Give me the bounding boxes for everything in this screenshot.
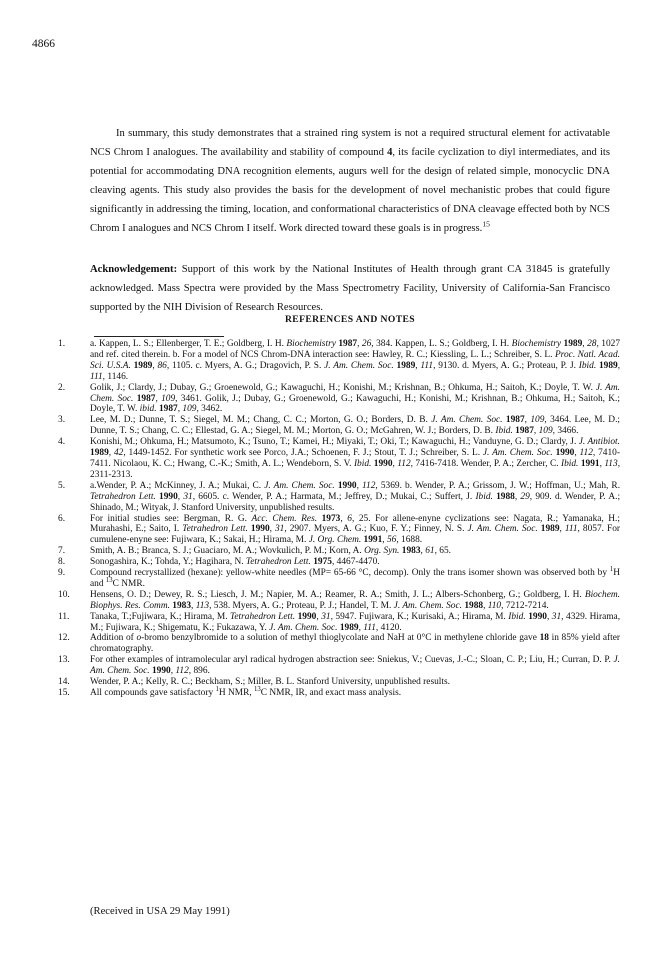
reference-item bbox=[58, 612, 620, 634]
reference-number: 1. bbox=[58, 339, 66, 349]
reference-number: 8. bbox=[58, 557, 66, 568]
reference-number: 3. bbox=[58, 415, 66, 426]
reference-number: 2. bbox=[58, 382, 66, 393]
reference-text: a. Kappen, L. S.; Ellenberger, T. E.; Goldberg, I. H. Biochemistry 1987, 26, 384. Kappen, L. S.; Goldberg, I. H. Biochemistry 1989, 28, 1027 and ref. cited therein. b. For a model of NCS Chrom-DNA interaction see: Hawley, R. C.; Kiessling, L. L.; Schreiber, S. L. Proc. Natl. Acad. Sci. U.S.A. 1989, 86, 1105. c. Myers, A. G.; Dragovich, P. S. J. Am. Chem. Soc. 1989, 111, 9130. d. Myers, A. G.; Proteau, P. J. Ibid. 1989, 111, 1146. bbox=[90, 339, 621, 382]
reference-text: Sonogashira, K.; Tohda, Y.; Hagihara, N. Tetrahedron Lett. 1975, 4467-4470. bbox=[90, 557, 380, 568]
reference-number: 14. bbox=[58, 677, 70, 688]
references-list bbox=[58, 339, 620, 699]
reference-number: 4. bbox=[58, 437, 66, 448]
reference-text: Hensens, O. D.; Dewey, R. S.; Liesch, J. M.; Napier, M. A.; Reamer, R. A.; Smith, J. L.; Albers-Schonberg, G.; Goldberg, I. H. Biochem. Biophys. Res. Comm. 1983, 113, 538. Myers, A. G.; Proteau, P. J.; Handel, T. M. J. Am. Chem. Soc. 1988, 110, 7212-7214. bbox=[90, 589, 620, 611]
reference-item bbox=[58, 633, 620, 655]
reference-number: 6. bbox=[58, 513, 66, 524]
page-number: 4866 bbox=[32, 38, 55, 50]
summary-paragraph: In summary, this study demonstrates that a strained ring system is not a required structural element for activatable NCS Chrom I analogues. The availability and stability of compound 4, its facile cyclization to diyl intermediates, and its potential for accommodating DNA recognition elements, augurs well for the design of related simple, monocyclic DNA cleaving agents. This study also provides the basis for the development of novel mechanistic probes that could figure significantly in addressing the timing, location, and conformational characteristics of DNA cleavage effected both by NCS Chrom I analogues and NCS Chrom I itself. Work directed toward these goals is in progress.$^{15}$ bbox=[90, 128, 610, 234]
reference-item bbox=[58, 590, 620, 612]
acknowledgement-paragraph bbox=[90, 260, 610, 317]
reference-item bbox=[58, 339, 620, 383]
reference-item bbox=[58, 415, 620, 437]
reference-text: All compounds gave satisfactory $^1$H NMR, $^{13}$C NMR, IR, and exact mass analysis. bbox=[90, 685, 402, 698]
reference-item bbox=[58, 557, 620, 568]
reference-text: Compound recrystallized (hexane): yellow-white needles (MP= 65-66 °C, decomp). Only the trans isomer shown was observed both by $^1$H and $^{13}$C NMR. bbox=[90, 565, 620, 589]
acknowledgement-text: Support of this work by the National Institutes of Health through grant CA 31845 is gratefully acknowledged. Mass Spectra were provided by the Mass Spectrometry Facility, University of California-San Francisco supported by the NIH Division of Research Resources. bbox=[90, 264, 610, 313]
references-divider bbox=[94, 336, 224, 337]
reference-item bbox=[58, 481, 620, 514]
reference-item bbox=[58, 514, 620, 547]
reference-text: Wender, P. A.; Kelly, R. C.; Beckham, S.; Miller, B. L. Stanford University, unpublished results. bbox=[90, 677, 451, 688]
reference-text: Lee, M. D.; Dunne, T. S.; Siegel, M. M.; Chang, C. C.; Morton, G. O.; Borders, D. B. J. Am. Chem. Soc. 1987, 109, 3464. Lee, M. D.; Dunne, T. S.; Chang, C. C.; Ellestad, G. A.; Siegel, M. M.; Morton, G. O.; McGahren, W. J.; Borders, D. B. Ibid. 1987, 109, 3466. bbox=[90, 415, 621, 437]
reference-number: 9. bbox=[58, 568, 66, 579]
reference-number: 15. bbox=[58, 688, 70, 698]
reference-item bbox=[58, 565, 620, 590]
reference-text: For other examples of intramolecular aryl radical hydrogen abstraction see: Sniekus, V.; Cuevas, J.-C.; Sloan, C. P.; Liu, H.; Curran, D. P. J. Am. Chem. Soc. 1990, 112, 896. bbox=[90, 655, 620, 677]
reference-number: 5. bbox=[58, 480, 66, 491]
reference-number: 11. bbox=[58, 611, 70, 622]
reference-item bbox=[58, 383, 620, 416]
reference-item bbox=[58, 437, 620, 481]
reference-text: For initial studies see: Bergman, R. G. Acc. Chem. Res. 1973, 6, 25. For allene-enyne cyclizations see: Nagata, R.; Yamanaka, H.; Murahashi, E.; Saito, I. Tetrahedron Lett. 1990, 31, 2907. Myers, A. G.; Kuo, F. Y.; Finney, N. S. J. Am. Chem. Soc. 1989, 111, 8057. For cumulene-enyne see: Fujiwara, K.; Sakai, H.; Hirama, M. J. Org. Chem. 1991, 56, 1688. bbox=[90, 513, 621, 546]
reference-item bbox=[58, 546, 620, 557]
reference-number: 7. bbox=[58, 546, 66, 557]
reference-text: Smith, A. B.; Branca, S. J.; Guaciaro, M. A.; Wovkulich, P. M.; Korn, A. Org. Syn. 1983, 61, 65. bbox=[90, 546, 451, 557]
reference-text: a.Wender, P. A.; McKinney, J. A.; Mukai, C. J. Am. Chem. Soc. 1990, 112, 5369. b. Wender, P. A.; Grissom, J. W.; Hoffman, U.; Mah, R. Tetrahedron Lett. 1990, 31, 6605. c. Wender, P. A.; Harmata, M.; Jeffrey, D.; Mukai, C.; Suffert, J. Ibid. 1988, 29, 909. d. Wender, P. A.; Shinado, M.; Wityak, J. Stanford University, unpublished results. bbox=[90, 480, 621, 513]
reference-text: Addition of o-bromo benzylbromide to a solution of methyl thioglycolate and NaH at 0°C in methylene chloride gave 18 in 85% yield after chromatography. bbox=[90, 633, 620, 655]
reference-text: Tanaka, T.;Fujiwara, K.; Hirama, M. Tetrahedron Lett. 1990, 31, 5947. Fujiwara, K.; Kurisaki, A.; Hirama, M. Ibid. 1990, 31, 4329. Hirama, M.; Fujiwara, K.; Shigematu, K.; Fukazawa, Y. J. Am. Chem. Soc. 1989, 111, 4120. bbox=[90, 611, 621, 633]
acknowledgement-label: Acknowledgement: bbox=[90, 264, 178, 275]
reference-text: Golik, J.; Clardy, J.; Dubay, G.; Groenewold, G.; Kawaguchi, H.; Konishi, M.; Krishnan, B.; Ohkuma, H.; Saitoh, K.; Doyle, T. W. J. Am. Chem. Soc. 1987, 109, 3461. Golik, J.; Dubay, G.; Groenewold, G.; Kawaguchi, H.; Konishi, M.; Krishnan, B.; Ohkuma, H.; Saitoh, K.; Doyle, T. W. ibid. 1987, 109, 3462. bbox=[90, 382, 620, 415]
references-heading: REFERENCES AND NOTES bbox=[284, 314, 416, 325]
reference-text: Konishi, M.; Ohkuma, H.; Matsumoto, K.; Tsuno, T.; Kamei, H.; Miyaki, T.; Oki, T.; Kawaguchi, H.; Vanduyne, G. D.; Clardy, J. J. Antibiot. 1989, 42, 1449-1452. For synthetic work see Porco, J.A.; Schoenen, F. J.; Stout, T. J.; Schreiber, S. L. J. Am. Chem. Soc. 1990, 112, 7410-7411. Nicolaou, K. C.; Hwang, C.-K.; Smith, A. L.; Wendeborn, S. V. Ibid. 1990, 112, 7416-7418. Wender, P. A.; Zercher, C. Ibid. 1991, 113, 2311-2313. bbox=[90, 437, 621, 480]
reference-number: 13. bbox=[58, 655, 70, 666]
reference-item bbox=[58, 677, 620, 688]
reference-item bbox=[58, 655, 620, 677]
reference-number: 12. bbox=[58, 633, 70, 644]
reference-item bbox=[58, 685, 620, 699]
reference-number: 10. bbox=[58, 589, 70, 600]
received-date: (Received in USA 29 May 1991) bbox=[90, 906, 230, 917]
